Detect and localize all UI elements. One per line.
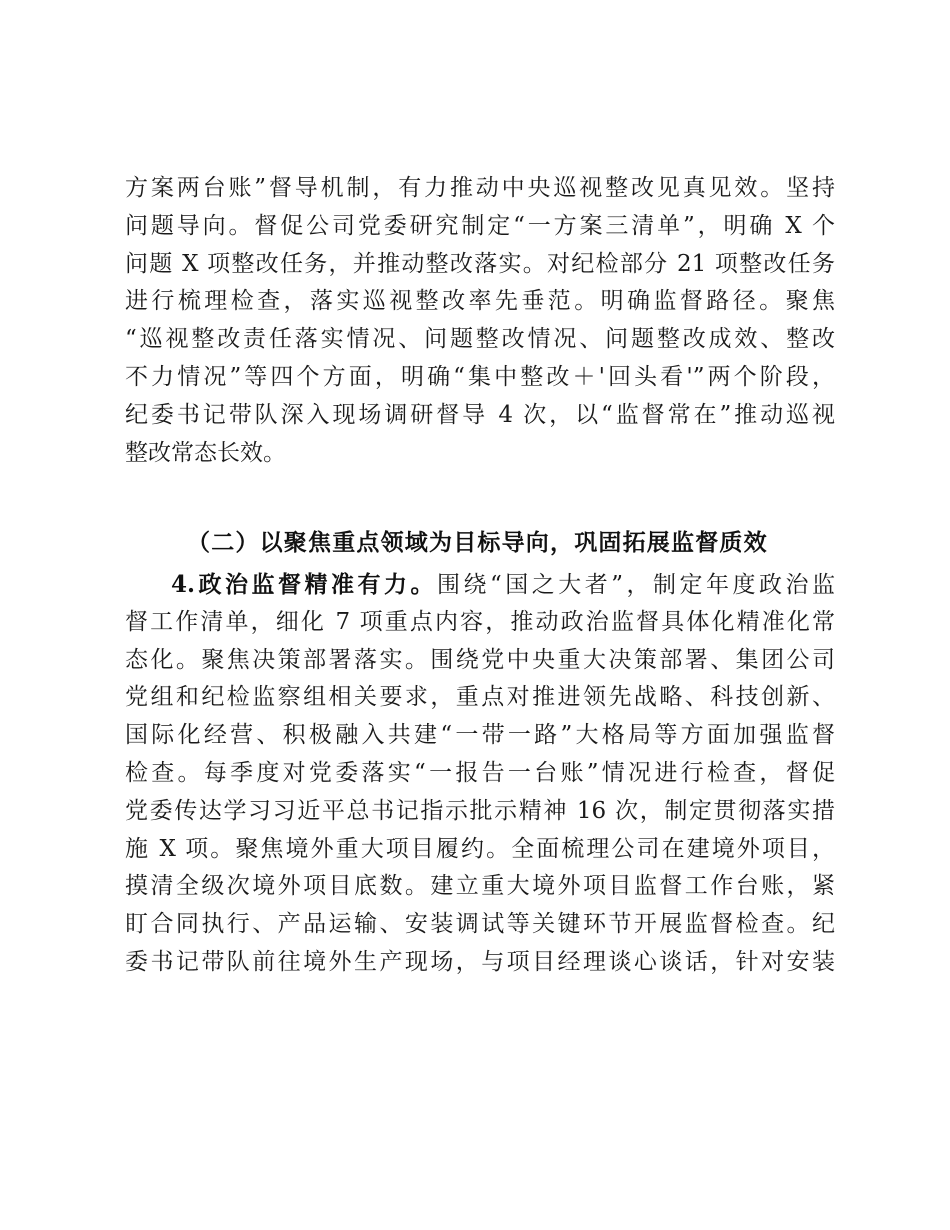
text-line: 不力情况”等四个方面，明确“集中整改＋'回头看'”两个阶段， [125,363,835,390]
text-line: 进行梳理检查，落实巡视整改率先垂范。明确监督路径。聚焦 [125,288,835,315]
paragraph-inspection-rectification [125,170,835,472]
text-line: 问题 X 项整改任务，并推动整改落实。对纪检部分 21 项整改任务 [125,250,835,277]
text-line: 施 X 项。聚焦境外重大项目履约。全面梳理公司在建境外项目， [125,835,835,862]
item-lead-rest: 围绕“国之大者”，制定年度政治监 [437,572,835,598]
text-line-first [125,566,835,604]
text-line: 问题导向。督促公司党委研究制定“一方案三清单”，明确 X 个 [125,212,835,239]
text-line: 委书记带队前往境外生产现场，与项目经理谈心谈话，针对安装 [125,948,835,975]
paragraph-political-supervision [125,566,835,982]
text-line: 督工作清单，细化 7 项重点内容，推动政治监督具体化精准化常 [125,608,835,635]
text-line: 摸清全级次境外项目底数。建立重大境外项目监督工作台账，紧 [125,873,835,900]
text-line: “巡视整改责任落实情况、问题整改情况、问题整改成效、整改 [125,326,835,353]
text-line: 国际化经营、积极融入共建“一带一路”大格局等方面加强监督 [125,722,835,749]
text-line: 纪委书记带队深入现场调研督导 4 次，以“监督常在”推动巡视 [125,401,835,428]
text-line: 党委传达学习习近平总书记指示批示精神 16 次，制定贯彻落实措 [125,797,835,824]
text-line: 盯合同执行、产品运输、安装调试等关键环节开展监督检查。纪 [125,911,835,938]
text-line: 方案两台账”督导机制，有力推动中央巡视整改见真见效。坚持 [125,175,835,201]
text-line: 整改常态长效。 [125,439,286,466]
item-lead-title: 4.政治监督精准有力。 [171,571,437,598]
text-line: 态化。聚焦决策部署落实。围绕党中央重大决策部署、集团公司 [125,646,835,673]
text-line: 检查。每季度对党委落实“一报告一台账”情况进行检查，督促 [125,759,835,786]
section-heading: （二）以聚焦重点领域为目标导向，巩固拓展监督质效 [187,529,768,556]
text-line: 党组和纪检监察组相关要求，重点对推进领先战略、科技创新、 [125,684,835,711]
